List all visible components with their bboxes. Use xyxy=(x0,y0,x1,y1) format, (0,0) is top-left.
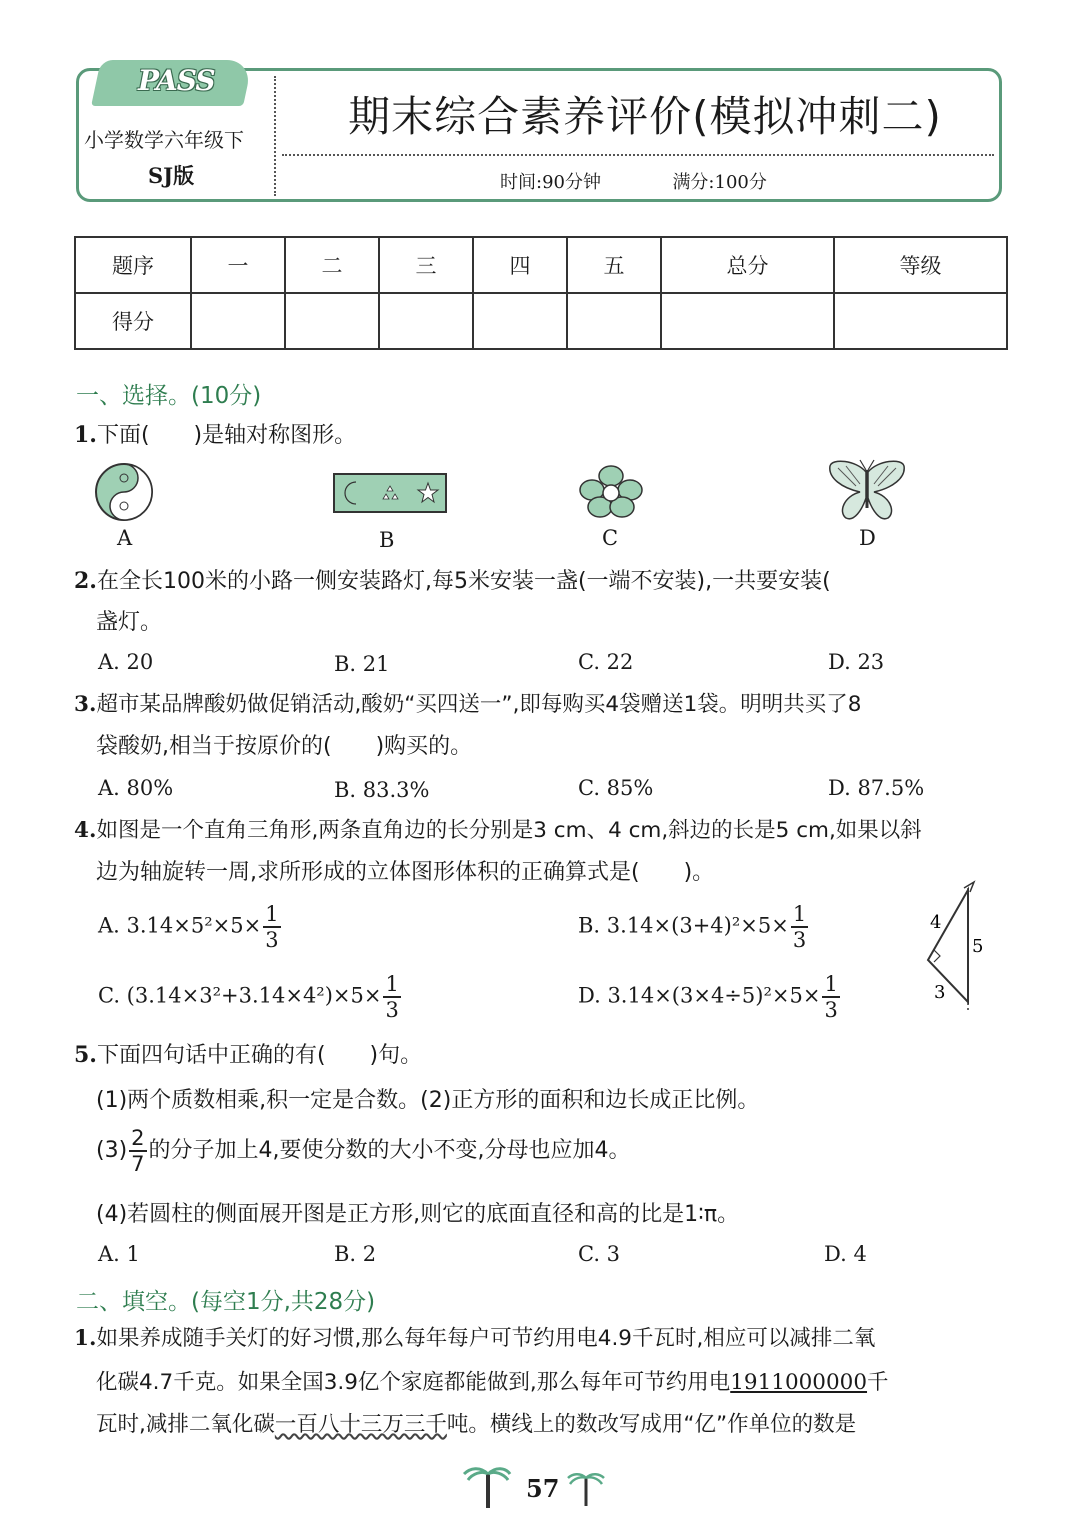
question-text: 如果养成随手关灯的好习惯,那么每年每户可节约用电4.9千瓦时,相应可以减排二氧 xyxy=(96,1326,876,1351)
question-2 xyxy=(74,566,831,597)
fraction xyxy=(791,902,808,952)
option-c[interactable]: C. 85% xyxy=(578,776,654,800)
question-text: 下面( )是轴对称图形。 xyxy=(96,423,357,448)
line3-pre: 瓦时,减排二氧化碳 xyxy=(96,1412,275,1437)
wavy-number: 一百八十三万三千 xyxy=(274,1412,447,1437)
butterfly-icon xyxy=(826,458,908,524)
option-d[interactable]: D. 4 xyxy=(824,1242,867,1266)
question-1 xyxy=(74,420,356,451)
option-b[interactable]: B. 21 xyxy=(334,652,390,676)
statement-3-prefix: (3) xyxy=(96,1138,128,1163)
figure-label-c: C xyxy=(602,526,619,550)
table-cell: 一 xyxy=(191,237,285,293)
statement-3-text: 的分子加上4,要使分数的大小不变,分母也应加4。 xyxy=(148,1138,631,1163)
question-5 xyxy=(74,1040,422,1071)
fraction xyxy=(822,972,839,1022)
option-c[interactable] xyxy=(98,972,403,1022)
table-cell: 四 xyxy=(473,237,567,293)
fill-question-1 xyxy=(74,1324,875,1354)
version-label: SJ版 xyxy=(148,163,195,188)
question-number: 4. xyxy=(74,818,97,843)
leg-label-3: 3 xyxy=(934,982,946,1003)
brand-logo: PASS xyxy=(138,64,215,97)
right-triangle-diagram xyxy=(918,878,998,1014)
question-text: 在全长100米的小路一侧安装路灯,每5米安装一盏(一端不安装),一共要安装( xyxy=(96,569,831,594)
score-table xyxy=(74,236,1008,350)
figure-label-d: D xyxy=(859,526,876,550)
page-number: 57 xyxy=(526,1474,560,1503)
option-a[interactable] xyxy=(98,902,283,952)
table-row xyxy=(75,293,1007,349)
option-b[interactable]: B. 83.3% xyxy=(334,778,430,802)
question-number: 2. xyxy=(74,568,97,594)
title-divider xyxy=(282,154,994,156)
statement-4: (4)若圆柱的侧面展开图是正方形,则它的底面直径和高的比是1∶π。 xyxy=(96,1202,740,1227)
score-cell[interactable] xyxy=(661,293,834,349)
option-d[interactable] xyxy=(578,972,842,1022)
question-text-cont xyxy=(96,1368,889,1398)
option-d[interactable]: D. 23 xyxy=(828,650,885,674)
statement-3 xyxy=(96,1126,631,1176)
question-text-cont xyxy=(96,1410,856,1440)
fraction-denominator: 3 xyxy=(265,928,279,952)
fraction-denominator: 3 xyxy=(792,928,807,952)
palm-tree-icon xyxy=(566,1468,606,1508)
line2-pre: 化碳4.7千克。如果全国3.9亿个家庭都能做到,那么每年可节约用电 xyxy=(96,1370,731,1395)
table-cell: 总分 xyxy=(661,237,834,293)
table-cell: 三 xyxy=(379,237,473,293)
figure-label-b: B xyxy=(379,528,395,552)
moon-star-card-icon xyxy=(332,472,448,514)
header-divider xyxy=(274,76,276,196)
table-cell: 五 xyxy=(567,237,661,293)
option-a-text: A. 3.14×5²×5× xyxy=(98,913,262,938)
fraction-numerator: 1 xyxy=(265,902,279,926)
score-cell[interactable] xyxy=(285,293,379,349)
page-title: 期末综合素养评价(模拟冲刺二) xyxy=(348,92,942,141)
option-a[interactable]: A. 1 xyxy=(98,1242,140,1266)
time-limit: 时间:90分钟 xyxy=(500,172,601,193)
figure-label-a: A xyxy=(117,526,133,550)
question-number: 3. xyxy=(74,692,97,717)
option-d-text: D. 3.14×(3×4÷5)²×5× xyxy=(578,983,821,1008)
table-cell: 二 xyxy=(285,237,379,293)
option-b-text: B. 3.14×(3+4)²×5× xyxy=(578,913,789,938)
leg-label-4: 4 xyxy=(930,912,942,933)
exam-info xyxy=(500,168,767,194)
line3-post: 吨。横线上的数改写成用“亿”作单位的数是 xyxy=(446,1412,857,1437)
option-d[interactable]: D. 87.5% xyxy=(828,776,925,800)
question-text: 如图是一个直角三角形,两条直角边的长分别是3 cm、4 cm,斜边的长是5 cm,如果以斜 xyxy=(96,818,922,843)
question-number: 5. xyxy=(74,1042,97,1068)
full-score: 满分:100分 xyxy=(672,172,767,193)
question-text: 下面四句话中正确的有( )句。 xyxy=(96,1043,423,1068)
palm-tree-icon xyxy=(462,1460,512,1510)
fraction xyxy=(129,1126,146,1176)
score-cell[interactable] xyxy=(191,293,285,349)
section-heading: 一、选择。(10分) xyxy=(76,383,262,409)
table-cell: 题序 xyxy=(75,237,191,293)
fraction-numerator: 1 xyxy=(792,902,807,926)
fraction-denominator: 3 xyxy=(385,998,399,1022)
option-c[interactable]: C. 22 xyxy=(578,650,634,674)
fraction-numerator: 1 xyxy=(385,972,399,996)
question-text-cont: 盏灯。 xyxy=(96,610,163,635)
score-cell[interactable] xyxy=(567,293,661,349)
question-number: 1. xyxy=(74,1326,97,1351)
option-b[interactable]: B. 2 xyxy=(334,1242,377,1266)
flower-icon xyxy=(576,464,646,520)
question-text: 超市某品牌酸奶做促销活动,酸奶“买四送一”,即每购买4袋赠送1袋。明明共买了8 xyxy=(96,692,862,717)
question-text-cont: 边为轴旋转一周,求所形成的立体图形体积的正确算式是( )。 xyxy=(96,860,715,885)
question-4 xyxy=(74,816,922,846)
grade-label: 小学数学六年级下 xyxy=(84,128,244,152)
fraction-numerator: 1 xyxy=(824,972,838,996)
fraction-denominator: 7 xyxy=(131,1152,145,1176)
table-row xyxy=(75,237,1007,293)
yin-yang-icon xyxy=(92,462,158,524)
option-b[interactable] xyxy=(578,902,810,952)
question-text-cont: 袋酸奶,相当于按原价的( )购买的。 xyxy=(96,734,473,759)
fraction xyxy=(263,902,280,952)
line2-post: 千 xyxy=(867,1370,889,1395)
option-c-text: C. (3.14×3²+3.14×4²)×5× xyxy=(98,983,382,1008)
question-3 xyxy=(74,690,861,720)
hypotenuse-label-5: 5 xyxy=(972,936,984,957)
fraction-denominator: 3 xyxy=(824,998,838,1022)
option-c[interactable]: C. 3 xyxy=(578,1242,621,1266)
fraction xyxy=(383,972,400,1022)
question-number: 1. xyxy=(74,422,97,448)
option-a[interactable]: A. 80% xyxy=(98,776,174,800)
fraction-numerator: 2 xyxy=(131,1126,145,1150)
option-a[interactable]: A. 20 xyxy=(98,650,154,674)
score-cell[interactable] xyxy=(379,293,473,349)
score-cell[interactable] xyxy=(834,293,1007,349)
section-heading: 二、填空。(每空1分,共28分) xyxy=(76,1289,376,1315)
table-cell: 得分 xyxy=(75,293,191,349)
underlined-number: 1911000000 xyxy=(730,1370,868,1395)
score-cell[interactable] xyxy=(473,293,567,349)
statement-1-2: (1)两个质数相乘,积一定是合数。(2)正方形的面积和边长成正比例。 xyxy=(96,1088,760,1113)
table-cell: 等级 xyxy=(834,237,1007,293)
